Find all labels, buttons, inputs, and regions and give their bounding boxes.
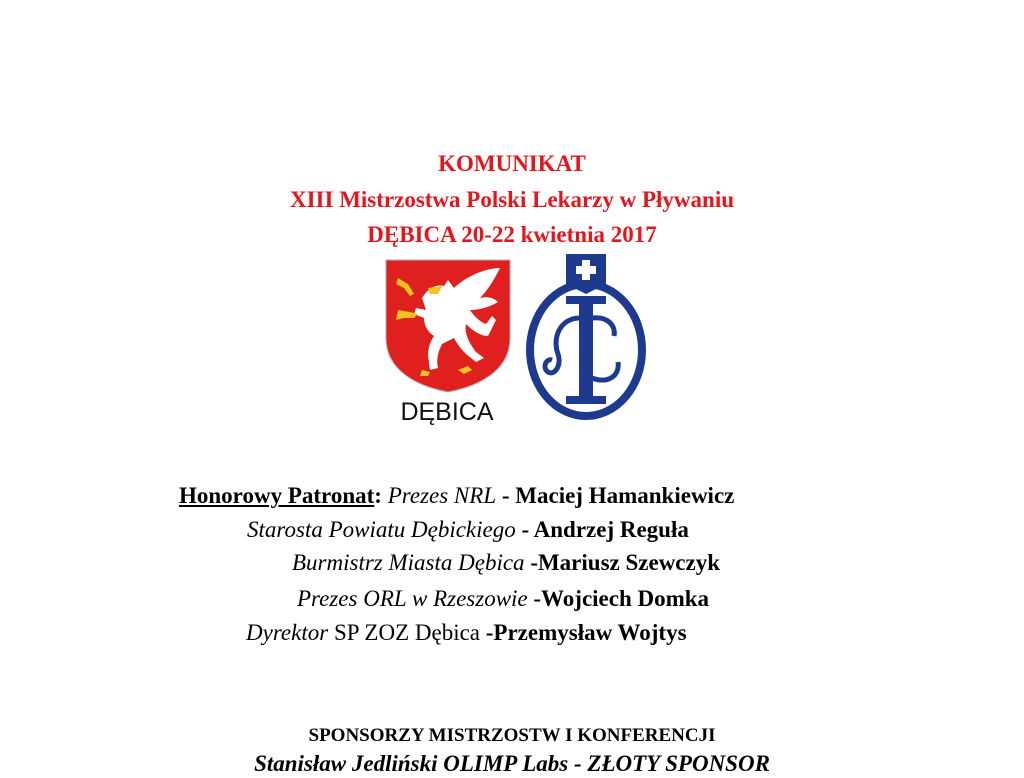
- event-title: XIII Mistrzostwa Polski Lekarzy w Pływaniu: [289, 187, 735, 212]
- patronage-row-2: [247, 516, 689, 544]
- logos-row: [0, 252, 1024, 432]
- medical-chamber-logo-icon: [524, 252, 650, 422]
- debica-coat-of-arms-icon: [384, 258, 512, 394]
- sponsors-heading: SPONSORZY MISTRZOSTW I KONFERENCJI: [308, 725, 716, 746]
- event-location-date: DĘBICA 20-22 kwietnia 2017: [367, 222, 657, 247]
- patronage-row-4: [297, 585, 709, 613]
- patronage-row-1: Honorowy Patronat: Prezes NRL - Maciej Hamankiewicz: [179, 483, 735, 508]
- patronage-row-5: [246, 619, 687, 647]
- patron-org: SP ZOZ Dębica: [328, 620, 481, 645]
- patron-name: - Andrzej Reguła: [515, 517, 689, 542]
- patron-name: -Wojciech Domka: [527, 586, 710, 611]
- patron-role: Prezes NRL: [381, 483, 497, 508]
- crest-label: DĘBICA: [400, 398, 494, 426]
- patron-role: Burmistrz Miasta Dębica: [292, 550, 525, 575]
- patron-role: Prezes ORL w Rzeszowie: [297, 586, 528, 611]
- patronage-row-3: [292, 549, 720, 577]
- patron-role: Starosta Powiatu Dębickiego: [247, 517, 516, 542]
- patronage-heading: Honorowy Patronat: [179, 483, 375, 508]
- patron-role: Dyrektor: [246, 620, 329, 645]
- sponsor-gold: Stanisław Jedliński OLIMP Labs - ZŁOTY SPONSOR: [254, 751, 770, 776]
- patron-name: -Przemysław Wojtys: [480, 620, 687, 645]
- patron-name: - Maciej Hamankiewicz: [496, 483, 735, 508]
- announcement-title: KOMUNIKAT: [438, 151, 586, 176]
- patron-name: -Mariusz Szewczyk: [524, 550, 721, 575]
